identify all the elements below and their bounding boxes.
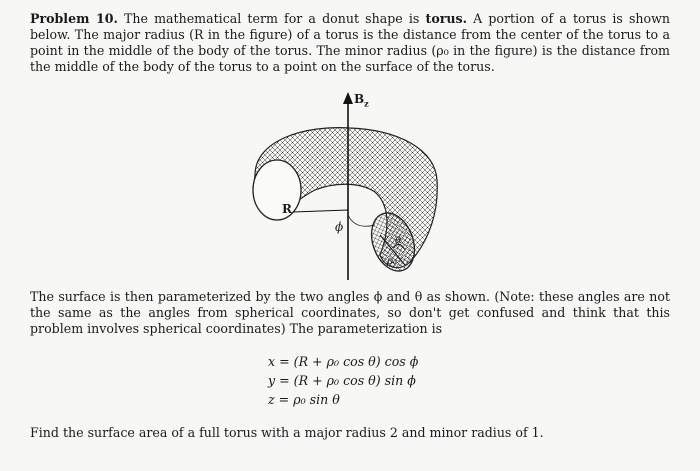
question-text: Find the surface area of a full torus with a major radius 2 and minor radius of 1. [30,425,544,440]
theta-label: θ [395,236,402,247]
rho-label: ρ₀ [387,256,397,267]
r-label: R [282,202,292,216]
r-line [293,210,348,212]
left-cross-section [253,160,301,220]
equation-x: x = (R + ρ₀ cos θ) cos ϕ [268,354,419,369]
z-axis-arrow [343,92,353,104]
equations [268,352,418,409]
intro-text-2: A portion of a torus is shown below. The major radius (R in the figure) of a torus is the distance from the center of the torus to a point in the middle of the body of the torus. The minor radius (ρ₀ in the figure) is the distance from the middle of the body of the torus to a point on the surface of the torus. [30,11,670,74]
problem-heading: Problem 10. [30,11,118,26]
torus-drawing [225,90,475,285]
intro-text-1: The mathematical term for a donut shape is [117,11,426,26]
torus-figure [225,90,475,285]
axis-label: $B_z$ [354,92,369,109]
equation-z: z = ρ₀ sin θ [268,392,340,407]
phi-arc [348,215,375,226]
parameterization-text: The surface is then parameterized by the two angles ϕ and θ as shown. (Note: these angles are not the same as the angles from spherical coordinates, so don't get confused and think that this problem involves spherical coordinates) The parameterization is [30,289,670,336]
torus-term: torus. [425,11,467,26]
problem-statement [30,11,670,75]
phi-label: ϕ [335,220,344,234]
equation-y: y = (R + ρ₀ cos θ) sin ϕ [268,373,416,388]
